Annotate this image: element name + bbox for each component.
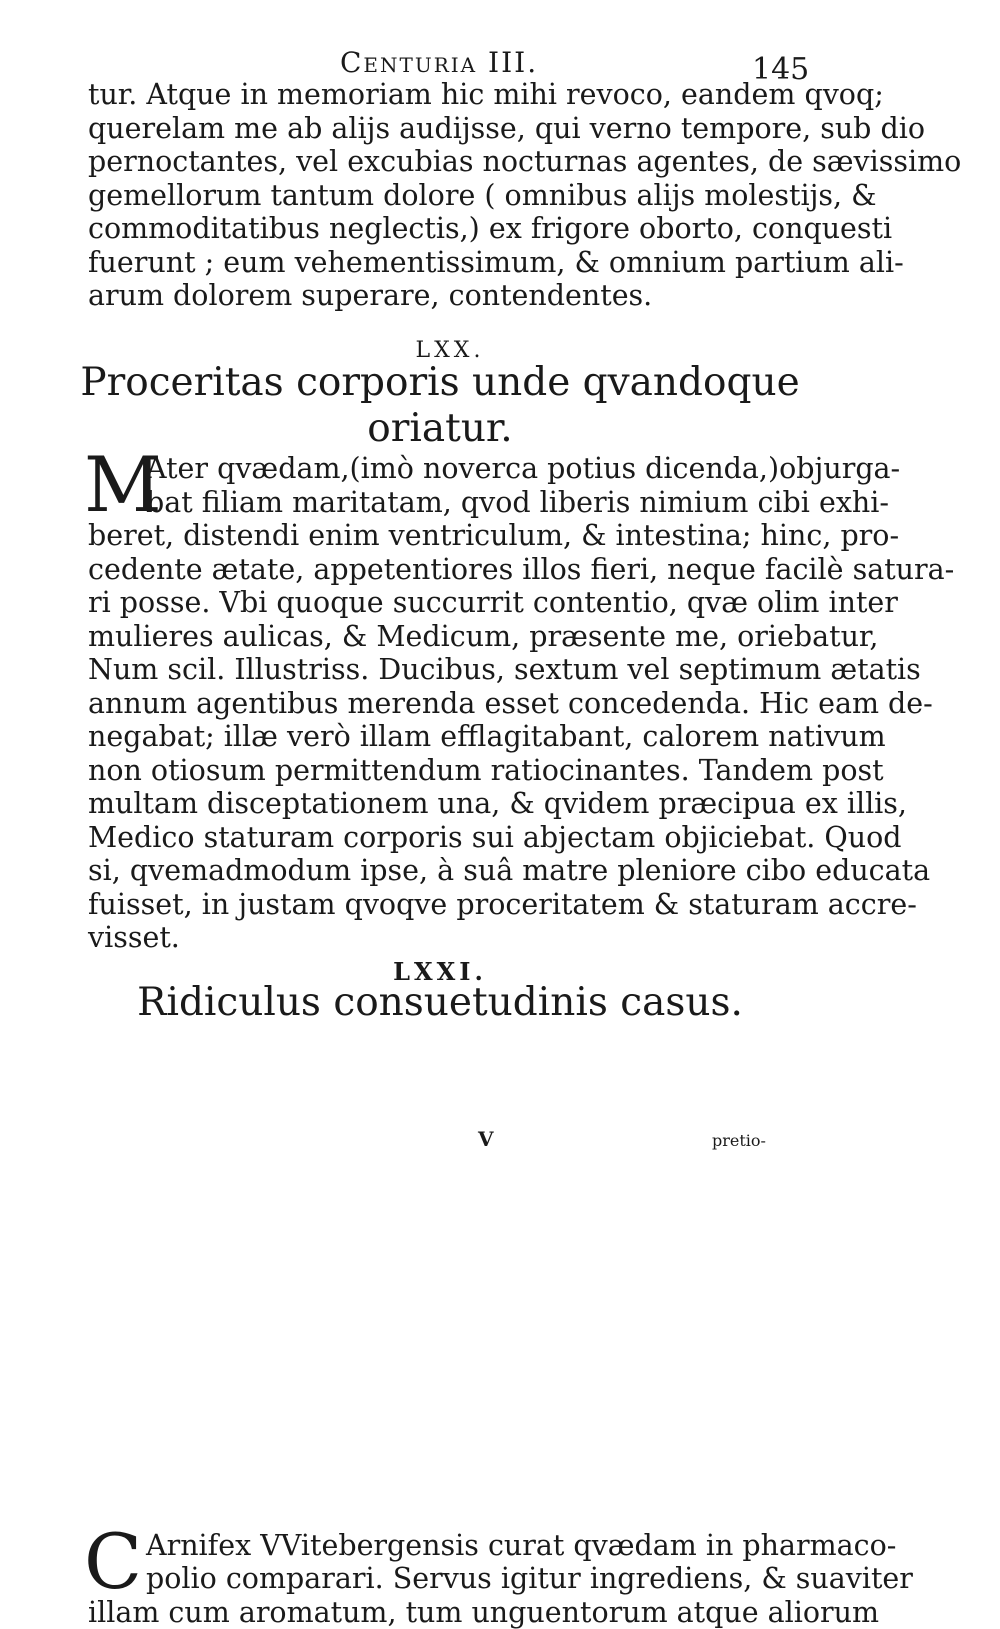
text-line: querelam me ab alijs audijsse, qui verno tempore, sub dio [88, 112, 788, 146]
drop-cap: C [84, 1527, 142, 1597]
section-title [0, 360, 880, 452]
paragraph-continuation [88, 78, 788, 313]
text-line: negabat; illæ verò illam efflagitabant, calorem nativum [88, 720, 788, 754]
drop-cap: M [84, 450, 162, 520]
text-line: fuisset, in justam qvoqve proceritatem & staturam accre- [88, 888, 788, 922]
text-line: pernoctantes, vel excubias nocturnas agentes, de sævissimo [88, 145, 788, 179]
text-line: Num scil. Illustriss. Ducibus, sextum vel septimum ætatis [88, 653, 788, 687]
paragraph-section-71 [88, 1529, 788, 1629]
text-line: bat filiam maritatam, qvod liberis nimium cibi exhi- [88, 486, 788, 520]
text-line: mulieres aulicas, & Medicum, præsente me, oriebatur, [88, 620, 788, 654]
text-line: ri posse. Vbi quoque succurrit contentio, qvæ olim inter [88, 586, 788, 620]
text-line: Arnifex VVitebergensis curat qvædam in pharmaco- [88, 1529, 788, 1563]
section-title: Ridiculus consuetudinis casus. [0, 980, 880, 1026]
text-line: arum dolorem superare, contendentes. [88, 279, 788, 313]
text-line: commoditatibus neglectis,) ex frigore oborto, conquesti [88, 212, 788, 246]
section-title-line: Proceritas corporis unde qvandoque [0, 360, 880, 406]
text-line: illam cum aromatum, tum unguentorum atque aliorum [88, 1596, 788, 1629]
text-line: polio comparari. Servus igitur ingrediens, & suaviter [88, 1562, 788, 1596]
text-line: cedente ætate, appetentiores illos fieri, neque facilè satura- [88, 553, 788, 587]
text-line: si, qvemadmodum ipse, à suâ matre pleniore cibo educata [88, 854, 788, 888]
text-line: beret, distendi enim ventriculum, & intestina; hinc, pro- [88, 519, 788, 553]
paragraph-section-70 [88, 452, 788, 955]
text-line: gemellorum tantum dolore ( omnibus alijs molestijs, & [88, 179, 788, 213]
text-line: annum agentibus merenda esset concedenda. Hic eam de- [88, 687, 788, 721]
text-line: multam disceptationem una, & qvidem præcipua ex illis, [88, 787, 788, 821]
running-head: Centuria III. [340, 46, 538, 79]
section-number: LXXI. [0, 957, 880, 986]
text-line: tur. Atque in memoriam hic mihi revoco, eandem qvoq; [88, 78, 788, 112]
text-line: Ater qvædam,(imò noverca potius dicenda,)objurga- [88, 452, 788, 486]
text-line: Medico staturam corporis sui abjectam objiciebat. Quod [88, 821, 788, 855]
section-title-line: oriatur. [0, 406, 880, 452]
catchword: pretio- [712, 1131, 766, 1150]
text-line: fuerunt ; eum vehementissimum, & omnium partium ali- [88, 246, 788, 280]
text-line: visset. [88, 921, 788, 955]
page-number: 145 [752, 52, 809, 87]
text-line: non otiosum permittendum ratiocinantes. Tandem post [88, 754, 788, 788]
section-number: LXX. [0, 338, 900, 363]
signature-mark: V [478, 1127, 494, 1151]
